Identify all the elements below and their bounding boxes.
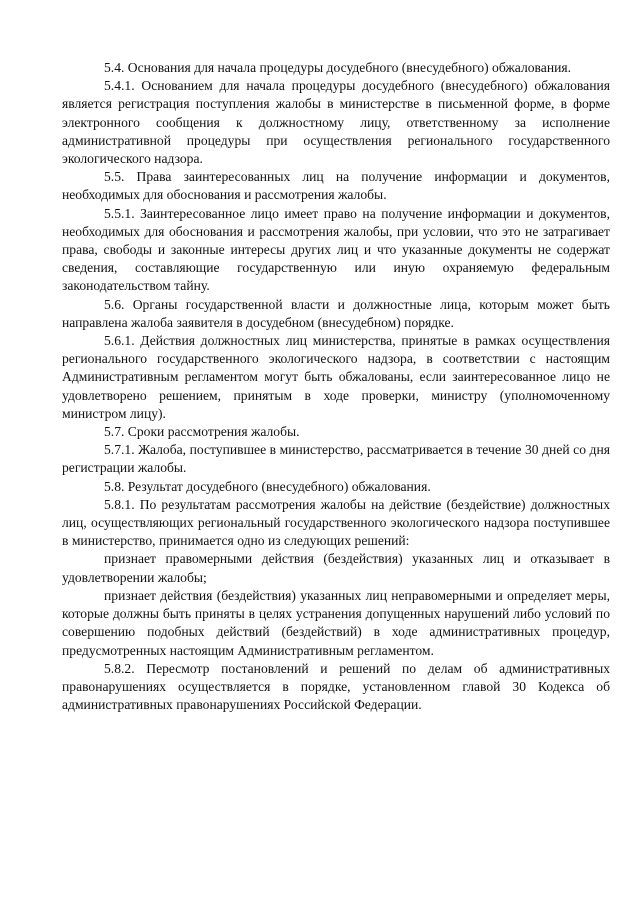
paragraph-5-6: 5.6. Органы государственной власти и должностные лица, которым может быть направлена жалоба заявителя в досудебном (внесудебном) порядке. xyxy=(62,296,610,330)
paragraph-5-8-2: 5.8.2. Пересмотр постановлений и решений по делам об административных правонарушениях осуществляется в порядке, установленном главой 30 Кодекса об административных правонарушениях Российской Федерации. xyxy=(62,660,610,713)
list-item-decision-1: признает правомерными действия (бездействия) указанных лиц и отказывает в удовлетворении жалобы; xyxy=(62,551,610,585)
paragraph-5-4: 5.4. Основания для начала процедуры досудебного (внесудебного) обжалования. xyxy=(104,60,572,75)
list-item-decision-2: признает действия (бездействия) указанных лиц неправомерными и определяет меры, которые должны быть приняты в целях устранения допущенных нарушений либо условий по совершению подобных действий (бездействий) в ходе административных процедур, предусмотренных настоящим Административным регламентом. xyxy=(62,587,610,658)
paragraph-5-6-1: 5.6.1. Действия должностных лиц министерства, принятые в рамках осуществления регионального государственного экологического надзора, в соответствии с настоящим Административным регламентом могут быть обжалованы, если заинтересованное лицо не удовлетворено решением, принятым в ходе проверки, министру (уполномоченному министром лицу). xyxy=(62,333,610,421)
paragraph-5-5-1: 5.5.1. Заинтересованное лицо имеет право на получение информации и документов, необходимых для обоснования и рассмотрения жалобы, при условии, что это не затрагивает права, свободы и законные интересы других лиц и что указанные документы не содержат сведения, составляющие государственную или иную охраняемую федеральным законодательством тайну. xyxy=(62,205,610,294)
paragraph-5-8-1: 5.8.1. По результатам рассмотрения жалобы на действие (бездействие) должностных лиц, осуществляющих региональный государственного экологического надзора поступившее в министерство, принимается одно из следующих решений: xyxy=(62,496,610,549)
paragraph-5-7-1: 5.7.1. Жалоба, поступившее в министерство, рассматривается в течение 30 дней со дня регистрации жалобы. xyxy=(62,442,610,476)
paragraph-5-7: 5.7. Сроки рассмотрения жалобы. xyxy=(104,424,300,440)
paragraph-5-5: 5.5. Права заинтересованных лиц на получение информации и документов, необходимых для обоснования и рассмотрения жалобы. xyxy=(62,169,610,203)
paragraph-5-8: 5.8. Результат досудебного (внесудебного) обжалования. xyxy=(104,478,431,494)
document-page xyxy=(62,59,610,714)
paragraph-5-4-1: 5.4.1. Основанием для начала процедуры досудебного (внесудебного) обжалования является регистрация поступления жалобы в министерстве в письменной форме, в форме электронного сообщения к должностному лицу, ответственному за исполнение административной процедуры при осуществления регионального государственного экологического надзора. xyxy=(62,78,610,167)
